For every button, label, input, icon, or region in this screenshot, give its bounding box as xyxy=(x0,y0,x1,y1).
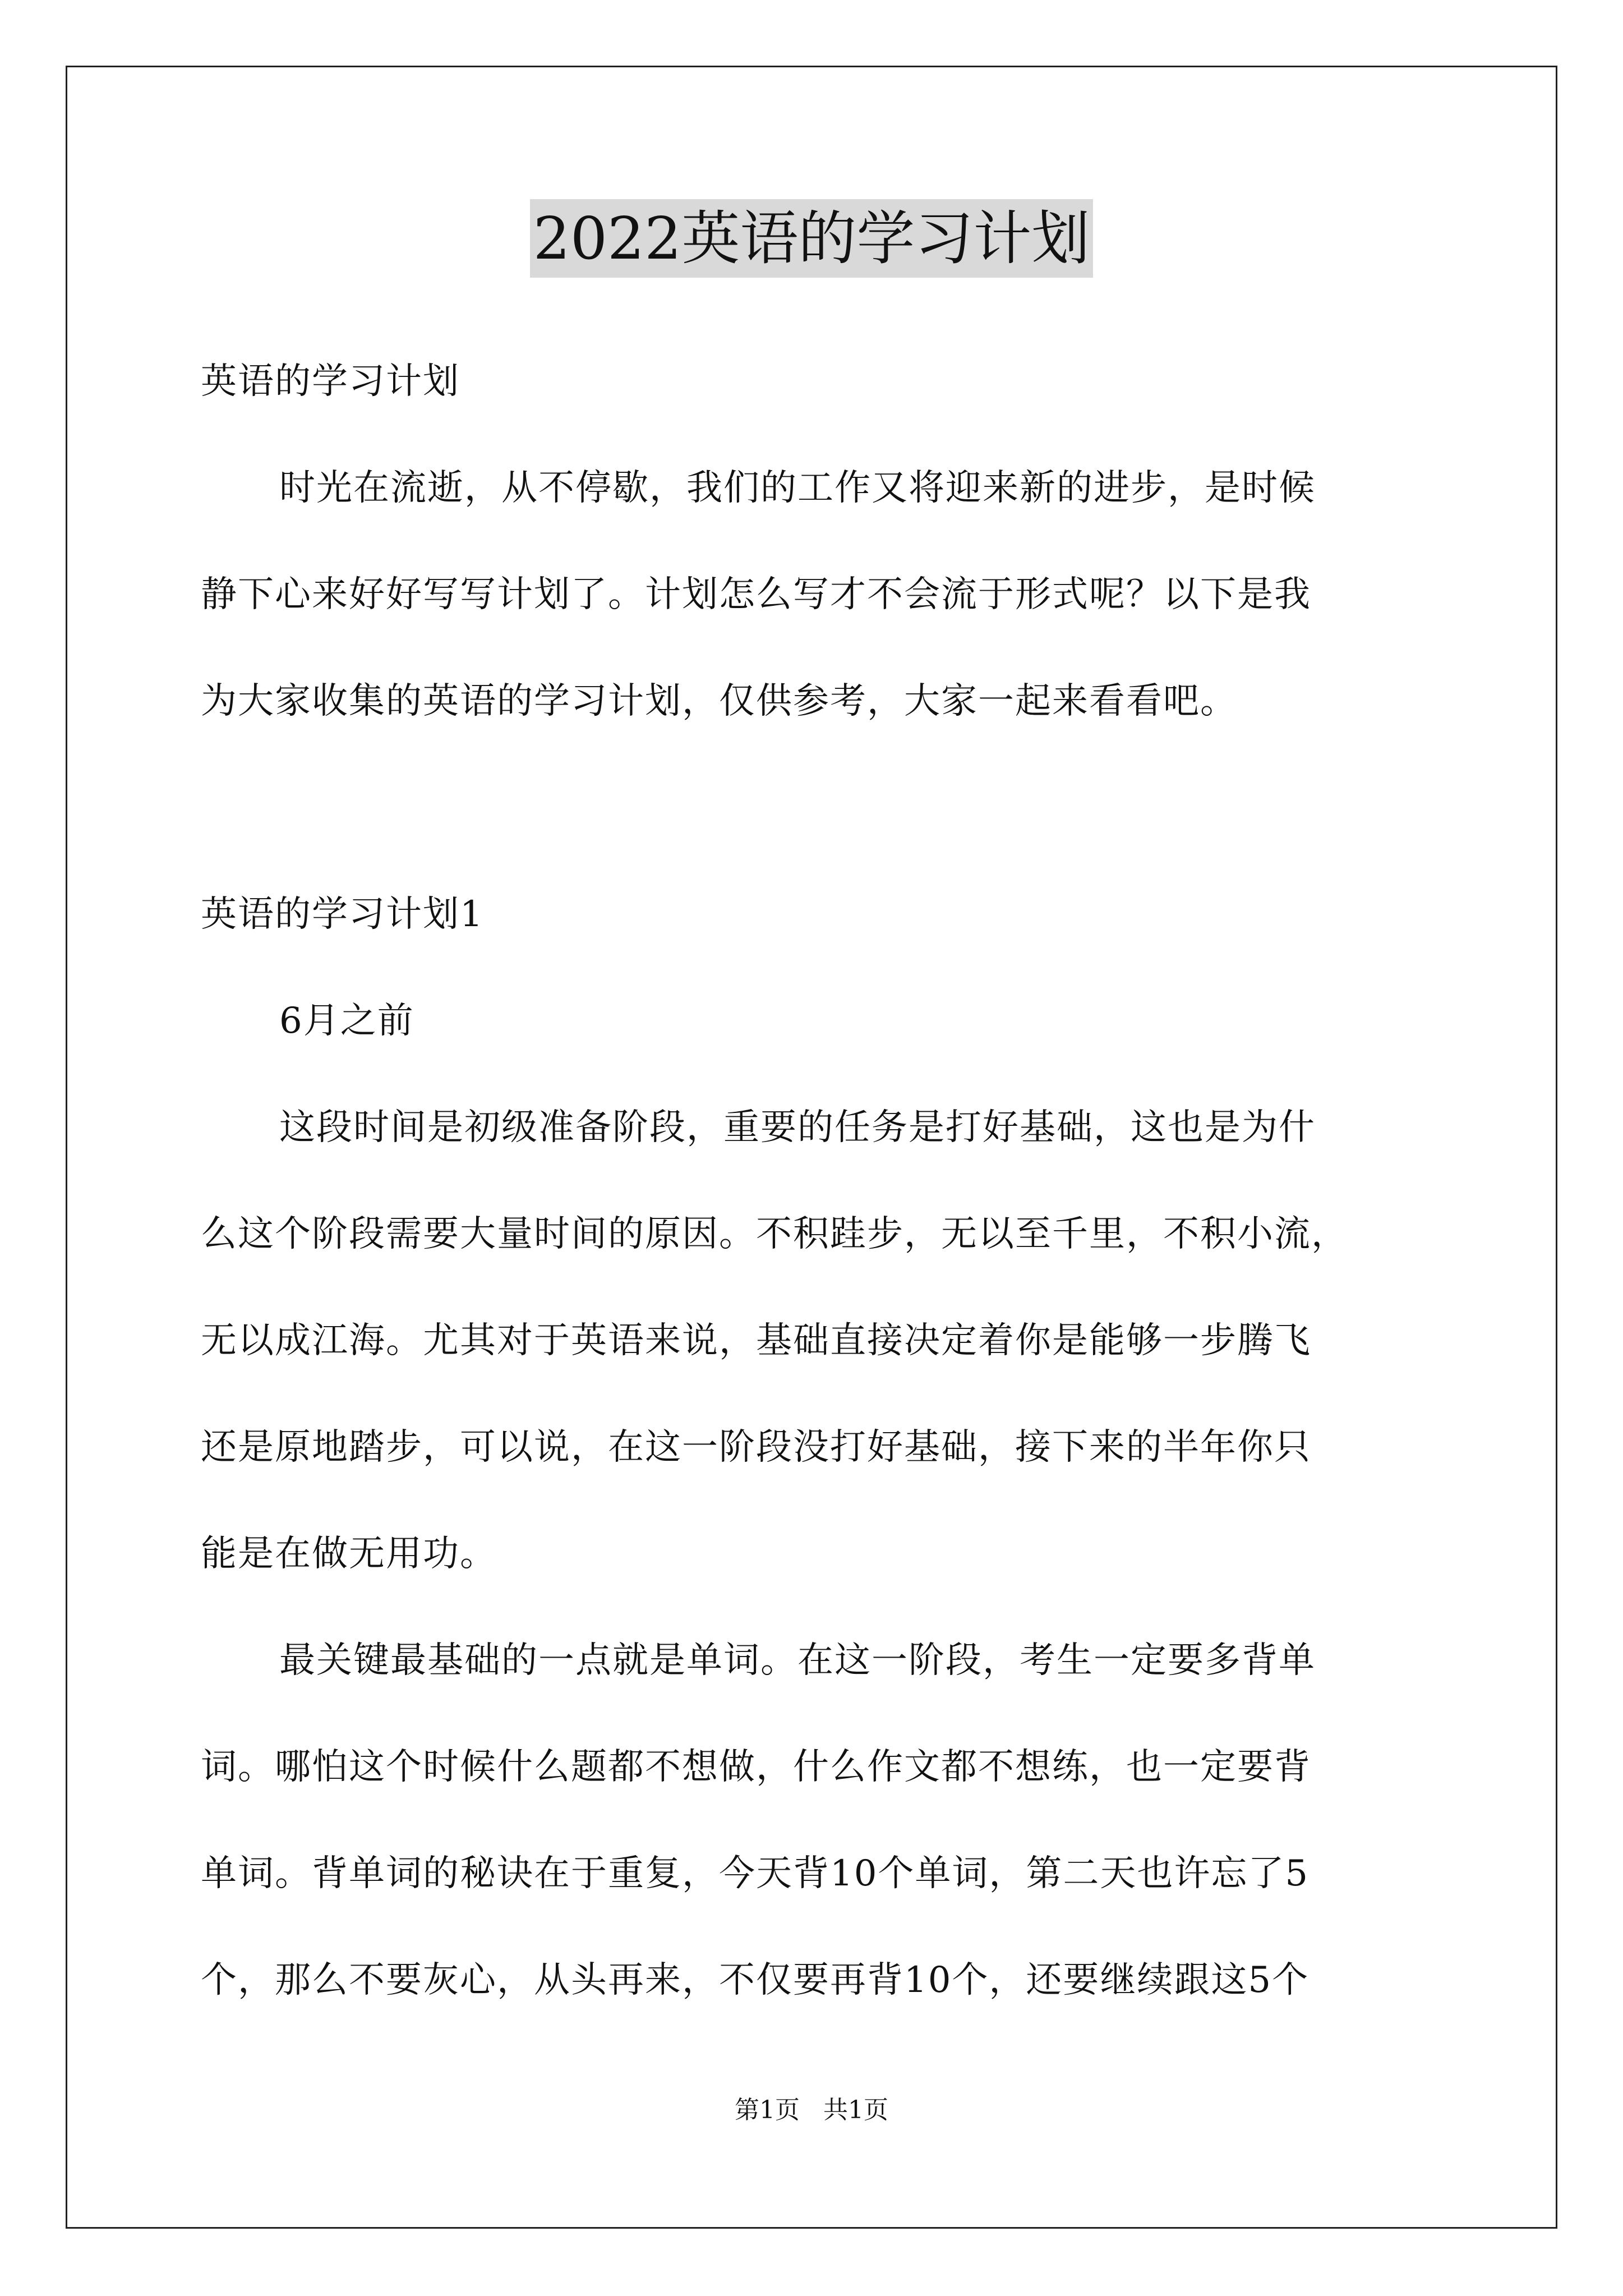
paragraph-line: 单词。背单词的秘诀在于重复，今天背10个单词，第二天也许忘了5 xyxy=(201,1853,1310,1894)
page-current: 第1页 xyxy=(735,2096,800,2124)
paragraph-line: 最关键最基础的一点就是单词。在这一阶段，考生一定要多背单 xyxy=(279,1640,1316,1681)
paragraph-line: 个，那么不要灰心，从头再来，不仅要再背10个，还要继续跟这5个 xyxy=(201,1959,1310,2001)
paragraph-line: 还是原地踏步，可以说，在这一阶段没打好基础，接下来的半年你只 xyxy=(201,1427,1311,1468)
paragraph-line: 么这个阶段需要大量时间的原因。不积跬步，无以至千里，不积小流， xyxy=(201,1213,1348,1255)
section-heading: 英语的学习计划1 xyxy=(201,894,484,935)
paragraph-line: 无以成江海。尤其对于英语来说，基础直接决定着你是能够一步腾飞 xyxy=(201,1320,1311,1361)
paragraph-line: 词。哪怕这个时候什么题都不想做，什么作文都不想练，也一定要背 xyxy=(201,1746,1311,1788)
intro-line: 为大家收集的英语的学习计划，仅供参考，大家一起来看看吧。 xyxy=(201,680,1237,722)
page-total: 共1页 xyxy=(823,2096,888,2124)
intro-line: 静下心来好好写写计划了。计划怎么写才不会流于形式呢？以下是我 xyxy=(201,574,1311,615)
period-heading: 6月之前 xyxy=(279,1000,414,1042)
document-title: 2022英语的学习计划 xyxy=(530,199,1094,278)
title-container xyxy=(0,199,1623,278)
subtitle: 英语的学习计划 xyxy=(201,361,460,402)
paragraph-line: 这段时间是初级准备阶段，重要的任务是打好基础，这也是为什 xyxy=(279,1107,1316,1148)
page-footer xyxy=(0,2093,1623,2127)
intro-line: 时光在流逝，从不停歇，我们的工作又将迎来新的进步，是时候 xyxy=(279,467,1316,509)
paragraph-line: 能是在做无用功。 xyxy=(201,1533,497,1575)
